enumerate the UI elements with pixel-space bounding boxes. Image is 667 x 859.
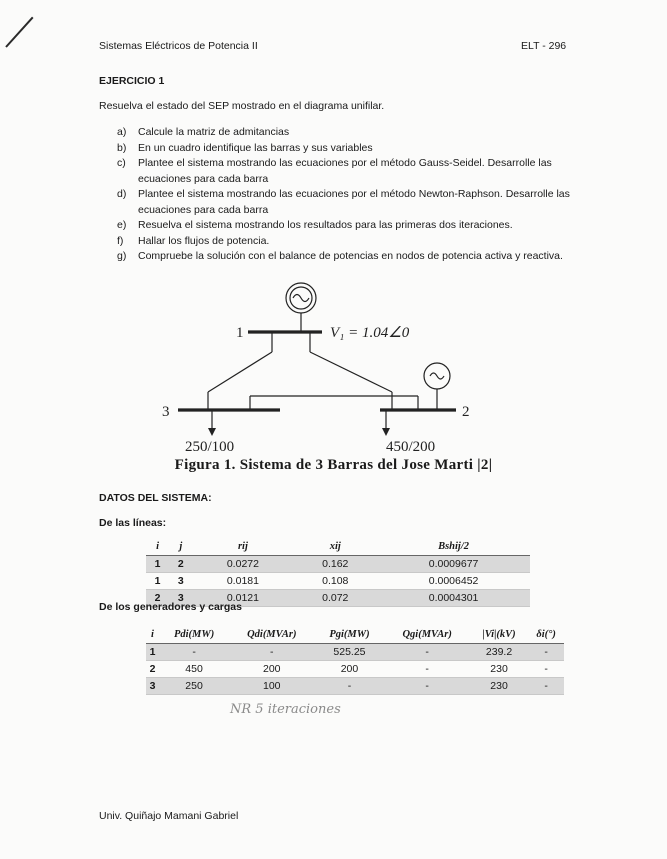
table-cell: 450 xyxy=(159,661,229,678)
figure-caption: Figura 1. Sistema de 3 Barras del Jose Marti |2| xyxy=(174,457,493,473)
table-cell: 0.108 xyxy=(293,573,377,590)
table-header-cell: i xyxy=(146,537,169,556)
table-cell: 100 xyxy=(229,678,314,695)
gen-title: De los generadores y cargas xyxy=(99,601,242,613)
task-letter: d) xyxy=(117,188,127,200)
bus-1-label: 1 xyxy=(236,325,244,341)
table-header-cell: Pgi(MW) xyxy=(314,625,384,644)
task-item xyxy=(117,125,597,141)
table-header-cell: i xyxy=(146,625,159,644)
task-letter: a) xyxy=(117,126,127,138)
table-cell: 2 xyxy=(146,590,169,607)
table-cell: - xyxy=(385,678,470,695)
table-cell: - xyxy=(229,644,314,661)
table-header-row xyxy=(146,625,564,644)
bus-3-label: 3 xyxy=(162,404,170,420)
table-cell: 0.072 xyxy=(293,590,377,607)
table-cell: - xyxy=(159,644,229,661)
lines-table xyxy=(146,537,530,607)
table-header-cell: Qgi(MVAr) xyxy=(385,625,470,644)
task-item xyxy=(117,141,597,157)
table-cell: - xyxy=(528,661,564,678)
table-row xyxy=(146,644,564,661)
table-cell: 0.0121 xyxy=(192,590,293,607)
load-2-label: 450/200 xyxy=(386,439,436,455)
table-cell: 1 xyxy=(146,573,169,590)
table-header-cell: δi(°) xyxy=(528,625,564,644)
task-letter: b) xyxy=(117,141,127,154)
table-cell: 200 xyxy=(314,661,384,678)
v1-label: V₁ = 1.04∠0 xyxy=(330,325,410,341)
table-cell: 200 xyxy=(229,661,314,678)
table-cell: 3 xyxy=(169,590,192,607)
sine-wave-icon xyxy=(430,373,444,379)
table-header-cell: j xyxy=(169,537,192,556)
generators-loads-table xyxy=(146,625,564,695)
exercise-title: EJERCICIO 1 xyxy=(99,75,165,87)
handwritten-note: NR 5 iteraciones xyxy=(230,702,341,717)
task-item xyxy=(117,234,597,250)
table-cell: 0.162 xyxy=(293,556,377,573)
table-header-cell: rij xyxy=(192,537,293,556)
table-header-cell: xij xyxy=(293,537,377,556)
task-text: Hallar los flujos de potencia. xyxy=(138,234,270,247)
exercise-intro: Resuelva el estado del SEP mostrado en el diagrama unifilar. xyxy=(99,100,385,112)
task-item xyxy=(117,249,597,265)
task-text: Plantee el sistema mostrando las ecuaciones por el método Gauss-Seidel. Desarrolle las ecuaciones para cada barra xyxy=(138,157,552,185)
task-text: Calcule la matriz de admitancias xyxy=(138,126,290,138)
load-2-arrow-icon xyxy=(382,428,390,436)
header-code: ELT - 296 xyxy=(521,40,567,52)
table-header-cell: Qdi(MVAr) xyxy=(229,625,314,644)
load-3-label: 250/100 xyxy=(185,439,235,455)
task-text: En un cuadro identifique las barras y sus variables xyxy=(138,141,373,154)
table-row xyxy=(146,678,564,695)
lines-title: De las líneas: xyxy=(99,517,167,529)
table-row xyxy=(146,556,530,573)
footer-author: Univ. Quiñajo Mamani Gabriel xyxy=(99,810,239,822)
table-cell: 2 xyxy=(146,661,159,678)
table-cell: 525.25 xyxy=(314,644,384,661)
table-cell: 0.0009677 xyxy=(377,556,530,573)
task-letter: e) xyxy=(117,219,127,231)
table-cell: 2 xyxy=(169,556,192,573)
table-cell: 0.0006452 xyxy=(377,573,530,590)
table-cell: - xyxy=(385,644,470,661)
task-text: Compruebe la solución con el balance de potencias en nodos de potencia activa y reactiva. xyxy=(138,250,563,262)
table-cell: 1 xyxy=(146,556,169,573)
system-data-title: DATOS DEL SISTEMA: xyxy=(99,492,212,504)
load-3-arrow-icon xyxy=(208,428,216,436)
header-course: Sistemas Eléctricos de Potencia II xyxy=(99,40,258,52)
task-letter: c) xyxy=(117,157,126,169)
table-cell: 230 xyxy=(470,661,528,678)
bus-2-label: 2 xyxy=(462,404,470,420)
table-row xyxy=(146,573,530,590)
single-line-diagram xyxy=(150,280,510,455)
table-cell: - xyxy=(528,644,564,661)
task-item xyxy=(117,156,597,187)
table-header-cell: Bshij/2 xyxy=(377,537,530,556)
pen-stroke-mark xyxy=(5,17,33,48)
task-item xyxy=(117,187,597,218)
task-letter: f) xyxy=(117,234,124,247)
sine-wave-icon xyxy=(293,295,309,302)
task-list xyxy=(117,125,597,265)
table-cell: 0.0181 xyxy=(192,573,293,590)
task-item xyxy=(117,218,597,234)
table-cell: - xyxy=(385,661,470,678)
table-header-cell: Pdi(MW) xyxy=(159,625,229,644)
table-cell: 250 xyxy=(159,678,229,695)
table-cell: 1 xyxy=(146,644,159,661)
table-cell: - xyxy=(314,678,384,695)
table-header-cell: |Vi|(kV) xyxy=(470,625,528,644)
task-text: Plantee el sistema mostrando las ecuaciones por el método Newton-Raphson. Desarrolle las ecuaciones para cada barra xyxy=(138,188,570,216)
task-letter: g) xyxy=(117,250,127,262)
task-text: Resuelva el sistema mostrando los resultados para las primeras dos iteraciones. xyxy=(138,219,513,231)
table-row xyxy=(146,661,564,678)
table-cell: 230 xyxy=(470,678,528,695)
table-cell: - xyxy=(528,678,564,695)
table-cell: 3 xyxy=(146,678,159,695)
table-header-row xyxy=(146,537,530,556)
table-cell: 0.0004301 xyxy=(377,590,530,607)
table-cell: 239.2 xyxy=(470,644,528,661)
table-cell: 3 xyxy=(169,573,192,590)
table-cell: 0.0272 xyxy=(192,556,293,573)
